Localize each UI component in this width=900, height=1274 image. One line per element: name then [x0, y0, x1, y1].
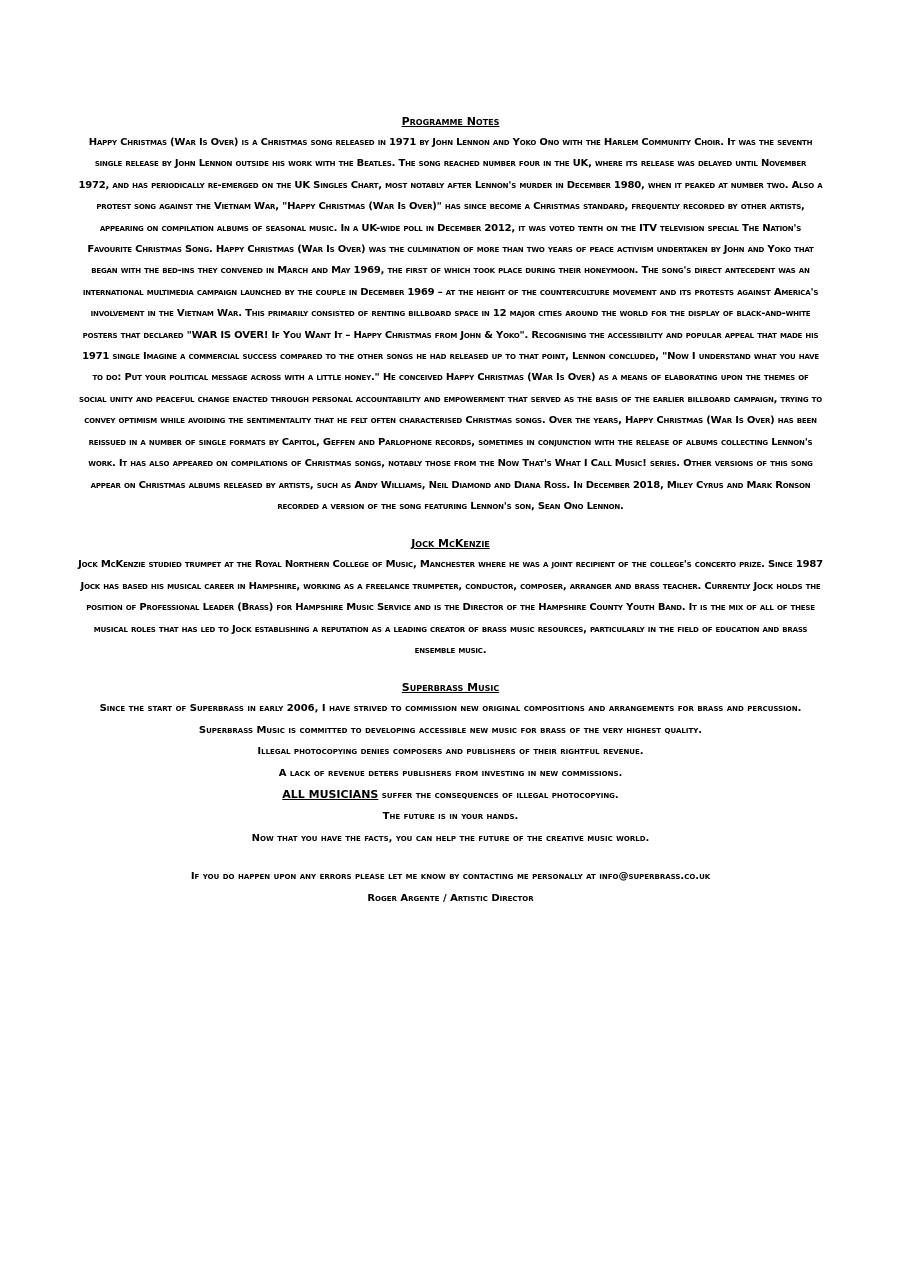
document-page — [78, 112, 823, 909]
superbrass-line: Illegal photocopying denies composers and publishers of their rightful revenue. — [257, 746, 644, 758]
future-line: The future is in your hands. — [382, 811, 519, 823]
superbrass-music-heading: Superbrass Music — [401, 681, 500, 695]
superbrass-music-section — [78, 678, 823, 849]
programme-notes-body: Happy Christmas (War Is Over) is a Christmas song released in 1971 by John Lennon and Yoko Ono with the Harlem Community Choir. It was the seventh single release by John Lennon outside his work with the Beatles. The song reached number four in the UK, where its release was delayed until November 1972, and has periodically re-emerged on the UK Singles Chart, most notably after Lennon's murder in December 1980, when it peaked at number two. Also a protest song against the Vietnam War, "Happy Christmas (War Is Over)" has since become a Christmas standard, frequently recorded by other artists, appearing on compilation albums of seasonal music. In a UK-wide poll in December 2012, it was voted tenth on the ITV television special The Nation's Favourite Christmas Song. Happy Christmas (War Is Over) was the culmination of more than two years of peace activism undertaken by John and Yoko that began with the bed-ins they convened in March and May 1969, the first of which took place during their honeymoon. The song's direct antecedent was an international multimedia campaign launched by the couple in December 1969 – at the height of the counterculture movement and its protests against America's involvement in the Vietnam War. This primarily consisted of renting billboard space in 12 major cities around the world for the display of black-and-white posters that declared "WAR IS OVER! If You Want It – Happy Christmas from John & Yoko". Recognising the accessibility and popular appeal that made his 1971 single Imagine a commercial success compared to the other songs he had released up to that point, Lennon concluded, "Now I understand what you have to do: Put your political message across with a little honey." He conceived Happy Christmas (War Is Over) as a means of elaborating upon the themes of social unity and peaceful change enacted through personal accountability and empowerment that served as the basis of the earlier billboard campaign, trying to convey optimism while avoiding the sentimentality that he felt often characterised Christmas songs. Over the years, Happy Christmas (War Is Over) has been reissued in a number of single formats by Capitol, Geffen and Parlophone records, sometimes in conjunction with the release of albums collecting Lennon's work. It has also appeared on compilations of Christmas songs, notably those from the Now That's What I Call Music! series. Other versions of this song appear on Christmas albums released by artists, such as Andy Williams, Neil Diamond and Diana Ross. In December 2018, Miley Cyrus and Mark Ronson recorded a version of the song featuring Lennon's son, Sean Ono Lennon. — [78, 137, 823, 512]
jock-mckenzie-body: Jock McKenzie studied trumpet at the Royal Northern College of Music, Manchester where he was a joint recipient of the college's concerto prize. Since 1987 Jock has based his musical career in Hampshire, working as a freelance trumpeter, conductor, composer, arranger and brass teacher. Currently Jock holds the position of Professional Leader (Brass) for Hampshire Music Service and is the Director of the Hampshire County Youth Band. It is the mix of all of these musical roles that has led to Jock establishing a reputation as a leading creator of brass music resources, particularly in the field of education and brass ensemble music. — [78, 559, 823, 656]
programme-notes-heading: Programme Notes — [401, 115, 500, 128]
jock-mckenzie-section — [78, 534, 823, 661]
all-musicians-rest: suffer the consequences of illegal photocopying. — [378, 789, 619, 801]
all-musicians-emphasis: ALL MUSICIANS — [282, 787, 379, 801]
all-musicians-line — [78, 784, 823, 806]
superbrass-line: A lack of revenue deters publishers from investing in new commissions. — [278, 767, 623, 779]
programme-notes-section — [78, 112, 823, 517]
jock-mckenzie-heading: Jock McKenzie — [411, 537, 490, 551]
signature: Roger Argente / Artistic Director — [367, 892, 534, 904]
superbrass-line: Since the start of Superbrass in early 2006, I have strived to commission new original compositions and arrangements for brass and percussion. — [99, 703, 802, 715]
facts-line: Now that you have the facts, you can help the future of the creative music world. — [251, 832, 650, 844]
contact-line: If you do happen upon any errors please let me know by contacting me personally at info@superbrass.co.uk — [190, 871, 711, 883]
footer — [78, 866, 823, 909]
superbrass-line: Superbrass Music is committed to developing accessible new music for brass of the very highest quality. — [198, 724, 703, 736]
